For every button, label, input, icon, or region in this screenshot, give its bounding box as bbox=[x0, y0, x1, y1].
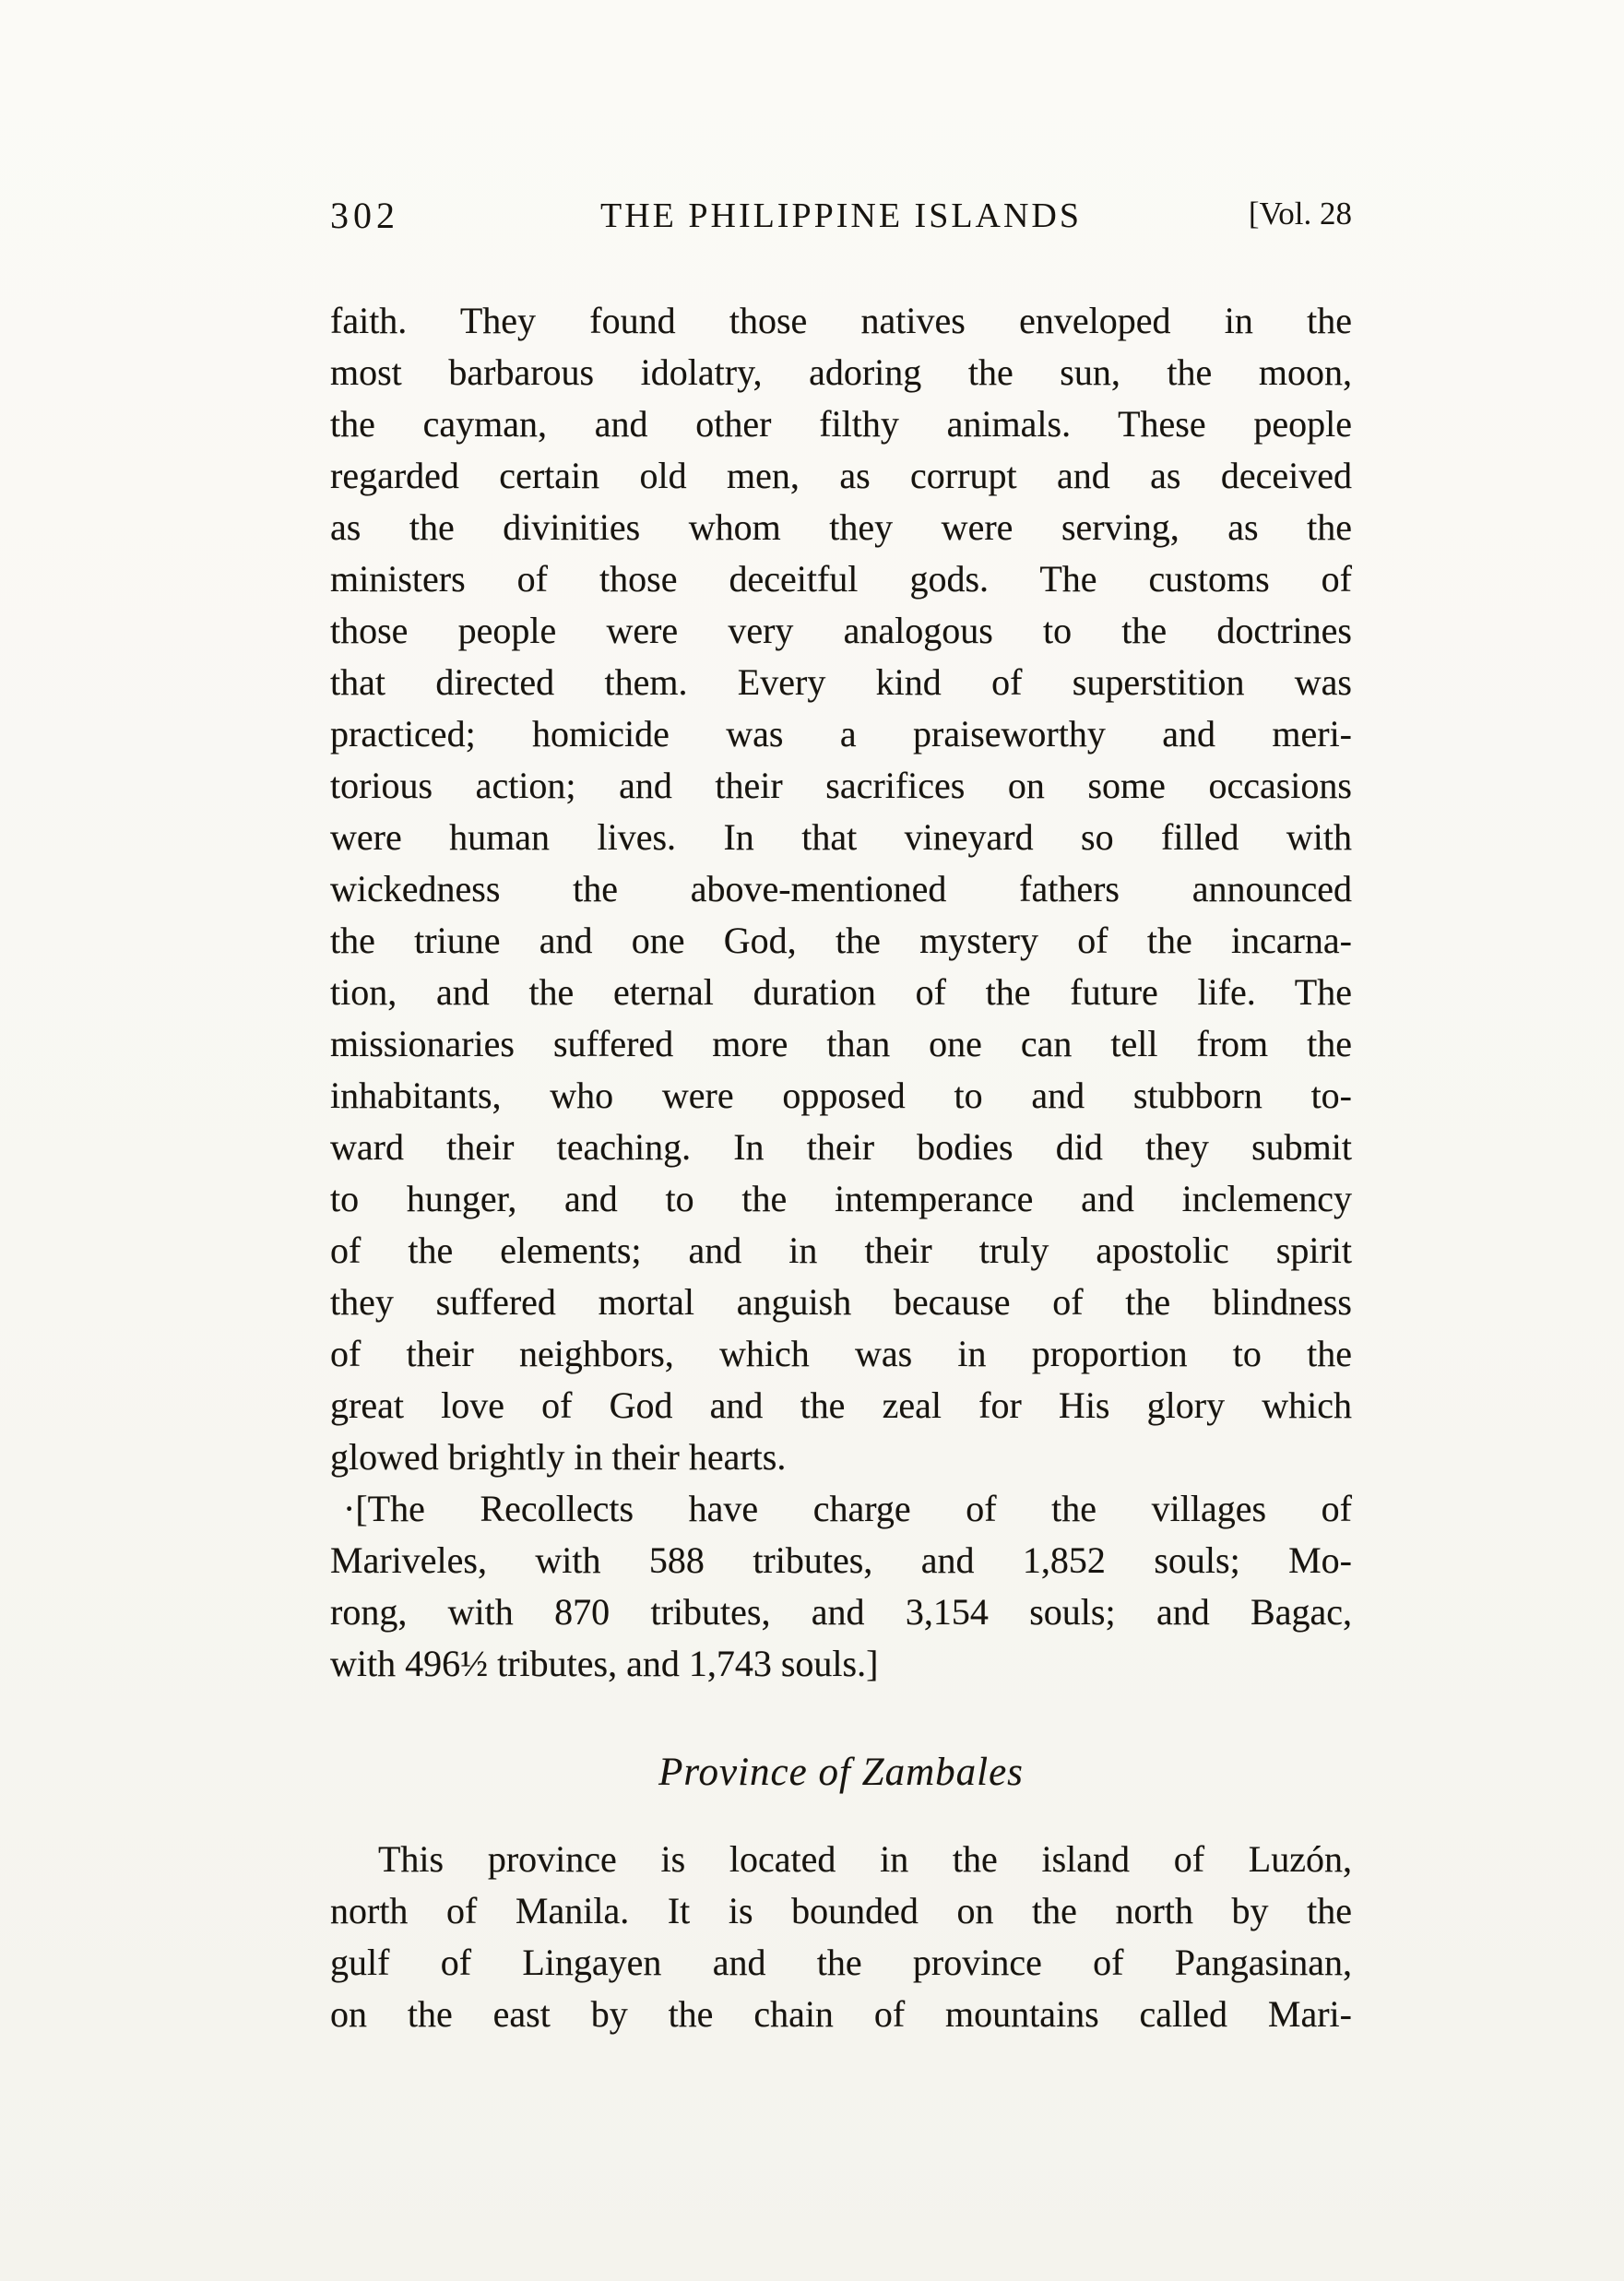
text-line: rong, with 870 tributes, and 3,154 souls; and Bagac, bbox=[330, 1591, 1352, 1633]
running-header bbox=[330, 194, 1352, 244]
volume-label: [Vol. 28 bbox=[1248, 196, 1352, 232]
text-line: were human lives. In that vineyard so filled with bbox=[330, 816, 1352, 858]
text-line: torious action; and their sacrifices on some occasions bbox=[330, 765, 1352, 806]
text-line: gulf of Lingayen and the province of Pangasinan, bbox=[330, 1942, 1352, 1983]
text-line: that directed them. Every kind of superstition was bbox=[330, 661, 1352, 703]
paragraph bbox=[330, 1834, 1352, 2040]
text-line: inhabitants, who were opposed to and stubborn to- bbox=[330, 1075, 1352, 1116]
text-line: This province is located in the island of Luzón, bbox=[378, 1838, 1352, 1880]
text-line: on the east by the chain of mountains called Mari- bbox=[330, 1993, 1352, 2035]
text-line: most barbarous idolatry, adoring the sun, the moon, bbox=[330, 351, 1352, 393]
text-line: the cayman, and other filthy animals. These people bbox=[330, 403, 1352, 445]
text-line: the triune and one God, the mystery of the incarna- bbox=[330, 920, 1352, 961]
text-line: great love of God and the zeal for His glory which bbox=[330, 1384, 1352, 1426]
page-number: 302 bbox=[330, 195, 399, 236]
text-line: to hunger, and to the intemperance and inclemency bbox=[330, 1178, 1352, 1219]
text-line: Mariveles, with 588 tributes, and 1,852 souls; Mo- bbox=[330, 1539, 1352, 1581]
section-heading: Province of Zambales bbox=[658, 1751, 1024, 1794]
text-line: ward their teaching. In their bodies did they submit bbox=[330, 1126, 1352, 1168]
page-body bbox=[330, 295, 1352, 2040]
text-line: glowed brightly in their hearts. bbox=[330, 1436, 787, 1478]
text-line: those people were very analogous to the doctrines bbox=[330, 610, 1352, 651]
text-line: with 496½ tributes, and 1,743 souls.] bbox=[330, 1643, 879, 1684]
paragraph bbox=[330, 295, 1352, 1483]
text-line: missionaries suffered more than one can tell from the bbox=[330, 1023, 1352, 1064]
text-line: they suffered mortal anguish because of the blindness bbox=[330, 1281, 1352, 1323]
text-line: practiced; homicide was a praiseworthy and meri- bbox=[330, 713, 1352, 754]
paragraph bbox=[330, 1483, 1352, 1690]
text-line: regarded certain old men, as corrupt and as deceived bbox=[330, 455, 1352, 496]
text-line: north of Manila. It is bounded on the north by the bbox=[330, 1890, 1352, 1931]
text-line: faith. They found those natives enveloped in the bbox=[330, 300, 1352, 341]
text-line: ministers of those deceitful gods. The customs of bbox=[330, 558, 1352, 600]
text-line: of the elements; and in their truly apostolic spirit bbox=[330, 1230, 1352, 1271]
page-content bbox=[330, 194, 1352, 2040]
text-line: wickedness the above-mentioned fathers announced bbox=[330, 868, 1352, 909]
text-line: as the divinities whom they were serving, as the bbox=[330, 506, 1352, 548]
text-line: of their neighbors, which was in proportion to the bbox=[330, 1333, 1352, 1374]
text-line: tion, and the eternal duration of the future life. The bbox=[330, 971, 1352, 1013]
text-line: ·[The Recollects have charge of the villages of bbox=[343, 1488, 1352, 1529]
running-title: THE PHILIPPINE ISLANDS bbox=[600, 196, 1082, 235]
